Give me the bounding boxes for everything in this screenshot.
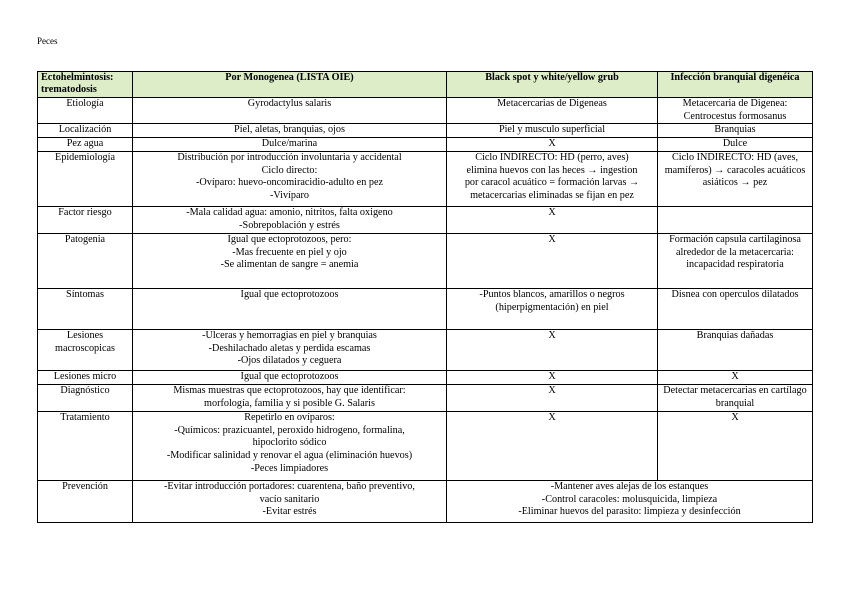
cell-black-spot-line: elimina huevos con las heces → ingestion [466, 164, 638, 176]
cell-branquial [658, 330, 813, 371]
cell-monogenea-line: Dulce/marina [261, 138, 318, 150]
cell-black-spot [447, 385, 658, 412]
cell-monogenea [133, 124, 447, 138]
cell-black-spot [447, 330, 658, 371]
cell-black-spot [447, 412, 658, 481]
cell-monogenea-line: Igual que ectoprotozoos [240, 289, 339, 301]
row-label [38, 385, 133, 412]
cell-monogenea-line: -Ulceras y hemorragias en piel y branquias [202, 330, 377, 342]
cell-black-spot-line: X [548, 234, 556, 246]
cell-monogenea [133, 481, 447, 523]
cell-branquial [658, 412, 813, 481]
cell-black-spot-line: metacercarias eliminadas se fijan en pez [470, 189, 634, 201]
row-label-text: Síntomas [66, 289, 104, 301]
cell-monogenea-line: -Ovíparo: huevo-oncomiracidio-adulto en pez [196, 177, 383, 189]
cell-branquial [658, 138, 813, 152]
page-title: Peces [37, 36, 58, 46]
row-label [38, 330, 133, 371]
table-row [38, 152, 813, 207]
cell-monogenea-line: -Vivíparo [270, 189, 309, 201]
cell-branquial-line: Dulce [722, 138, 748, 150]
cell-black-spot-line: X [548, 330, 556, 342]
cell-branquial [658, 98, 813, 124]
row-label-text: Pez agua [66, 138, 104, 150]
cell-monogenea-line: hipoclorito sódico [252, 437, 327, 449]
cell-monogenea-line: -Mas frecuente en piel y ojo [232, 246, 347, 258]
cell-monogenea [133, 385, 447, 412]
cell-black-spot [447, 138, 658, 152]
row-label-text: Prevención [62, 481, 108, 493]
row-label-text: Patogenia [64, 234, 106, 246]
cell-monogenea [133, 412, 447, 481]
row-label-text: Etiología [66, 98, 104, 109]
cell-monogenea-line: -Modificar salinidad y renovar el agua (eliminación huevos) [166, 449, 413, 461]
cell-branquial [658, 124, 813, 138]
row-label [38, 98, 133, 124]
table-body [38, 98, 813, 523]
cell-black-spot [447, 152, 658, 207]
cell-monogenea [133, 138, 447, 152]
cell-black-spot-line: por caracol acuático = formación larvas → [464, 177, 640, 189]
cell-branquial [658, 152, 813, 207]
row-label [38, 138, 133, 152]
cell-monogenea-line: -Mala calidad agua: amonio, nitritos, falta oxigeno [186, 207, 393, 219]
cell-black-spot-line: -Puntos blancos, amarillos o negros [479, 289, 625, 301]
cell-black-spot-line: Metacercarias de Digeneas [497, 98, 607, 109]
row-label [38, 412, 133, 481]
cell-black-spot-line: X [548, 138, 556, 150]
cell-branquial [658, 385, 813, 412]
cell-branquial-line: Disnea con operculos dilatados [671, 289, 799, 301]
cell-monogenea [133, 98, 447, 124]
cell-prevention-shared-line: -Eliminar huevos del parasito: limpieza y desinfección [518, 506, 741, 518]
cell-monogenea-line: Igual que ectoprotozoos [240, 371, 339, 383]
row-label [38, 481, 133, 523]
cell-monogenea [133, 207, 447, 234]
row-label [38, 289, 133, 330]
cell-monogenea-line: -Evitar introducción portadores: cuarentena, baño preventivo, [164, 481, 415, 493]
cell-monogenea [133, 234, 447, 289]
cell-black-spot [447, 207, 658, 234]
cell-black-spot [447, 98, 658, 124]
header-row [38, 72, 813, 98]
header-monogenea: Por Monogenea (LISTA OIE) [133, 72, 447, 98]
table-row [38, 207, 813, 234]
row-label-text: Localización [58, 124, 112, 136]
cell-black-spot-line: Ciclo INDIRECTO: HD (perro, aves) [475, 152, 629, 164]
cell-prevention-shared-line: -Mantener aves alejas de los estanques [550, 481, 709, 493]
cell-monogenea-line: Ciclo directo: [261, 164, 318, 176]
cell-monogenea-line: -Se alimentan de sangre = anemia [220, 259, 359, 271]
cell-black-spot-line: X [548, 371, 556, 383]
cell-monogenea [133, 330, 447, 371]
cell-branquial-line: Formación capsula cartilaginosa alrededor de la metacercaria: incapacidad respiratoria [669, 234, 801, 271]
cell-monogenea-line: morfología, familia y si posible G. Salaris [204, 397, 375, 409]
cell-monogenea-line: -Ojos dilatados y ceguera [237, 355, 342, 367]
table-row [38, 289, 813, 330]
row-label-text: Lesiones micro [53, 371, 117, 383]
header-black-spot: Black spot y white/yellow grub [447, 72, 658, 98]
cell-monogenea-line: Repetirlo en ovíparos: [244, 412, 335, 424]
cell-monogenea [133, 371, 447, 385]
row-label [38, 234, 133, 289]
cell-monogenea-line: -Peces limpiadores [250, 462, 329, 474]
cell-black-spot-line: Piel y musculo superficial [498, 124, 606, 136]
cell-black-spot [447, 124, 658, 138]
cell-prevention-shared [447, 481, 813, 523]
row-label-text: Factor riesgo [58, 207, 112, 219]
cell-monogenea-line: Mismas muestras que ectoprotozoos, hay que identificar: [173, 385, 406, 397]
cell-black-spot-line: (hiperpigmentación) en piel [495, 301, 609, 313]
cell-prevention-shared-line: -Control caracoles: molusquicida, limpieza [541, 493, 718, 505]
cell-branquial-line: Branquias [714, 124, 756, 136]
cell-monogenea [133, 289, 447, 330]
table-row [38, 330, 813, 371]
row-label-text: Lesiones macroscopicas [55, 330, 115, 354]
header-ectohelmintosis: Ectohelmintosis: trematodosis [38, 72, 133, 98]
cell-monogenea-line: vacío sanitario [259, 493, 320, 505]
cell-branquial-line: Detectar metacercarias en cartílago branquial [663, 385, 807, 409]
cell-monogenea-line: Piel, aletas, branquias, ojos [234, 124, 345, 136]
header-infeccion-branquial: Infección branquial digenéica [658, 72, 813, 98]
table-row [38, 412, 813, 481]
cell-monogenea-line: -Químicos: prazicuantel, peroxido hidrogeno, formalina, [174, 424, 405, 436]
cell-monogenea-line: -Evitar estrés [262, 506, 317, 518]
cell-monogenea [133, 152, 447, 207]
cell-black-spot-line: X [548, 385, 556, 397]
table-row [38, 124, 813, 138]
trematodosis-table [37, 71, 813, 523]
row-label [38, 152, 133, 207]
cell-black-spot [447, 234, 658, 289]
row-label-text: Epidemiología [55, 152, 115, 164]
cell-branquial [658, 371, 813, 385]
cell-black-spot-line: X [548, 207, 556, 219]
table-row-prevention [38, 481, 813, 523]
cell-black-spot [447, 289, 658, 330]
cell-monogenea-line: Distribución por introducción involuntaria y accidental [177, 152, 402, 164]
cell-branquial [658, 207, 813, 234]
table-row [38, 371, 813, 385]
table-row [38, 385, 813, 412]
cell-monogenea-line: -Deshilachado aletas y perdida escamas [208, 342, 371, 354]
row-label [38, 124, 133, 138]
cell-branquial [658, 289, 813, 330]
cell-branquial-line: Branquias dañadas [696, 330, 774, 342]
cell-monogenea-line: Gyrodactylus salaris [247, 98, 332, 109]
table-row [38, 138, 813, 152]
cell-monogenea-line: Igual que ectoprotozoos, pero: [227, 234, 352, 246]
row-label [38, 207, 133, 234]
cell-branquial-line: Metacercaria de Digenea: Centrocestus formosanus [682, 98, 788, 122]
table-row [38, 98, 813, 124]
cell-branquial [658, 234, 813, 289]
cell-branquial-line: X [731, 371, 739, 383]
row-label-text: Diagnóstico [60, 385, 110, 397]
table-row [38, 234, 813, 289]
cell-branquial-line: X [731, 412, 739, 424]
cell-black-spot-line: X [548, 412, 556, 424]
row-label [38, 371, 133, 385]
cell-branquial-line: Ciclo INDIRECTO: HD (aves, mamíferos) → caracoles acuáticos asiáticos → pez [664, 152, 806, 189]
row-label-text: Tratamiento [60, 412, 110, 424]
cell-black-spot [447, 371, 658, 385]
cell-monogenea-line: -Sobrepoblación y estrés [239, 219, 340, 231]
